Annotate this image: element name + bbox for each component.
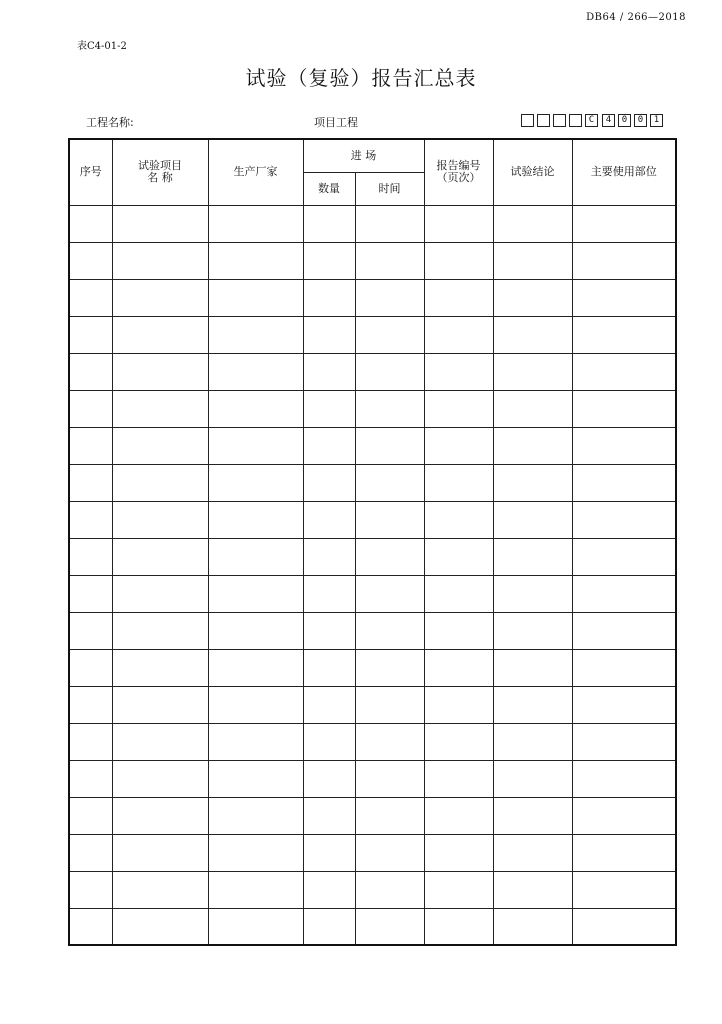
cell-test-item[interactable] [112,760,208,797]
cell-seq[interactable] [69,279,112,316]
cell-quantity[interactable] [303,390,355,427]
table-row [69,908,676,945]
table-row [69,316,676,353]
cell-manufacturer[interactable] [208,834,303,871]
cell-manufacturer[interactable] [208,908,303,945]
cell-main-location[interactable] [572,723,676,760]
cell-seq[interactable] [69,649,112,686]
cell-test-item[interactable] [112,686,208,723]
cell-quantity[interactable] [303,464,355,501]
cell-main-location[interactable] [572,908,676,945]
cell-seq[interactable] [69,427,112,464]
cell-main-location[interactable] [572,427,676,464]
table-body [69,205,676,945]
table-row [69,242,676,279]
cell-time[interactable] [355,242,424,279]
table-row [69,575,676,612]
cell-conclusion[interactable] [493,316,572,353]
cell-quantity[interactable] [303,501,355,538]
cell-seq[interactable] [69,908,112,945]
cell-report-no[interactable] [424,612,493,649]
table-row [69,871,676,908]
cell-report-no[interactable] [424,908,493,945]
cell-time[interactable] [355,908,424,945]
col-header-test-item-line1: 试验项目 [138,159,182,173]
table-row [69,205,676,242]
col-header-report-no-line2: （页次） [436,171,481,185]
cell-report-no[interactable] [424,575,493,612]
cell-quantity[interactable] [303,205,355,242]
col-header-test-item-line2: 名 称 [147,171,173,185]
cell-main-location[interactable] [572,353,676,390]
cell-report-no[interactable] [424,834,493,871]
cell-report-no[interactable] [424,427,493,464]
cell-conclusion[interactable] [493,501,572,538]
cell-seq[interactable] [69,612,112,649]
cell-main-location[interactable] [572,390,676,427]
cell-report-no[interactable] [424,279,493,316]
cell-seq[interactable] [69,760,112,797]
cell-main-location[interactable] [572,686,676,723]
cell-test-item[interactable] [112,316,208,353]
cell-time[interactable] [355,871,424,908]
cell-time[interactable] [355,501,424,538]
code-box[interactable] [537,114,550,127]
cell-report-no[interactable] [424,797,493,834]
cell-manufacturer[interactable] [208,501,303,538]
table-row [69,353,676,390]
code-box[interactable]: 0 [618,114,631,127]
cell-seq[interactable] [69,834,112,871]
cell-time[interactable] [355,760,424,797]
col-header-conclusion: 试验结论 [493,139,572,205]
cell-seq[interactable] [69,538,112,575]
record-code-boxes [521,114,663,127]
cell-time[interactable] [355,205,424,242]
cell-time[interactable] [355,723,424,760]
code-box[interactable] [569,114,582,127]
cell-conclusion[interactable] [493,353,572,390]
cell-time[interactable] [355,427,424,464]
table-row [69,723,676,760]
cell-manufacturer[interactable] [208,316,303,353]
cell-conclusion[interactable] [493,205,572,242]
cell-quantity[interactable] [303,279,355,316]
cell-seq[interactable] [69,871,112,908]
cell-seq[interactable] [69,575,112,612]
cell-quantity[interactable] [303,908,355,945]
cell-conclusion[interactable] [493,427,572,464]
cell-main-location[interactable] [572,316,676,353]
cell-quantity[interactable] [303,723,355,760]
cell-time[interactable] [355,797,424,834]
table-row [69,834,676,871]
cell-test-item[interactable] [112,908,208,945]
cell-conclusion[interactable] [493,834,572,871]
table-row [69,686,676,723]
cell-manufacturer[interactable] [208,538,303,575]
cell-manufacturer[interactable] [208,353,303,390]
cell-manufacturer[interactable] [208,390,303,427]
cell-seq[interactable] [69,353,112,390]
cell-main-location[interactable] [572,871,676,908]
col-header-test-item [112,139,208,205]
cell-seq[interactable] [69,242,112,279]
cell-report-no[interactable] [424,390,493,427]
cell-quantity[interactable] [303,797,355,834]
col-header-time: 时间 [355,172,424,205]
col-header-manufacturer: 生产厂家 [208,139,303,205]
table-row [69,427,676,464]
cell-time[interactable] [355,575,424,612]
cell-report-no[interactable] [424,205,493,242]
table-row [69,279,676,316]
cell-report-no[interactable] [424,723,493,760]
col-header-report-no [424,139,493,205]
cell-test-item[interactable] [112,871,208,908]
cell-quantity[interactable] [303,649,355,686]
cell-manufacturer[interactable] [208,242,303,279]
standard-code: DB64 / 266—2018 [586,12,686,23]
cell-quantity[interactable] [303,538,355,575]
cell-report-no[interactable] [424,760,493,797]
table-row [69,501,676,538]
cell-report-no[interactable] [424,316,493,353]
cell-conclusion[interactable] [493,871,572,908]
code-box[interactable] [553,114,566,127]
table-row [69,797,676,834]
cell-conclusion[interactable] [493,242,572,279]
cell-quantity[interactable] [303,316,355,353]
code-box[interactable]: C [585,114,598,127]
cell-time[interactable] [355,353,424,390]
project-name-label: 工程名称: [86,116,134,129]
cell-main-location[interactable] [572,538,676,575]
cell-conclusion[interactable] [493,686,572,723]
cell-conclusion[interactable] [493,464,572,501]
cell-quantity[interactable] [303,871,355,908]
cell-manufacturer[interactable] [208,427,303,464]
cell-main-location[interactable] [572,205,676,242]
cell-main-location[interactable] [572,464,676,501]
cell-manufacturer[interactable] [208,760,303,797]
cell-report-no[interactable] [424,538,493,575]
cell-test-item[interactable] [112,279,208,316]
cell-report-no[interactable] [424,686,493,723]
cell-time[interactable] [355,538,424,575]
cell-conclusion[interactable] [493,797,572,834]
cell-conclusion[interactable] [493,649,572,686]
cell-time[interactable] [355,390,424,427]
code-box[interactable]: 4 [602,114,615,127]
cell-manufacturer[interactable] [208,575,303,612]
cell-main-location[interactable] [572,797,676,834]
cell-test-item[interactable] [112,242,208,279]
cell-quantity[interactable] [303,575,355,612]
cell-main-location[interactable] [572,575,676,612]
table-row [69,612,676,649]
cell-manufacturer[interactable] [208,205,303,242]
cell-seq[interactable] [69,205,112,242]
col-header-entry: 进 场 [303,139,424,172]
cell-main-location[interactable] [572,279,676,316]
cell-main-location[interactable] [572,612,676,649]
table-row [69,538,676,575]
cell-seq[interactable] [69,316,112,353]
code-box[interactable]: 1 [650,114,663,127]
code-box[interactable]: 0 [634,114,647,127]
cell-report-no[interactable] [424,501,493,538]
cell-quantity[interactable] [303,427,355,464]
cell-manufacturer[interactable] [208,279,303,316]
cell-seq[interactable] [69,464,112,501]
cell-conclusion[interactable] [493,723,572,760]
code-box[interactable] [521,114,534,127]
cell-seq[interactable] [69,501,112,538]
cell-manufacturer[interactable] [208,871,303,908]
cell-test-item[interactable] [112,649,208,686]
table-row [69,390,676,427]
col-header-report-no-line1: 报告编号 [436,159,481,173]
cell-quantity[interactable] [303,834,355,871]
cell-seq[interactable] [69,686,112,723]
cell-seq[interactable] [69,797,112,834]
cell-quantity[interactable] [303,242,355,279]
form-code: 表C4-01-2 [77,41,127,52]
cell-test-item[interactable] [112,538,208,575]
table-row [69,649,676,686]
cell-conclusion[interactable] [493,279,572,316]
summary-table [68,138,677,946]
cell-test-item[interactable] [112,834,208,871]
project-name-value: 项目工程 [314,116,358,129]
cell-seq[interactable] [69,723,112,760]
cell-test-item[interactable] [112,612,208,649]
table-row [69,760,676,797]
cell-quantity[interactable] [303,686,355,723]
page-title: 试验（复验）报告汇总表 [245,66,477,90]
cell-main-location[interactable] [572,242,676,279]
cell-quantity[interactable] [303,612,355,649]
cell-quantity[interactable] [303,760,355,797]
cell-conclusion[interactable] [493,908,572,945]
cell-main-location[interactable] [572,649,676,686]
cell-test-item[interactable] [112,797,208,834]
cell-test-item[interactable] [112,353,208,390]
cell-report-no[interactable] [424,871,493,908]
cell-conclusion[interactable] [493,612,572,649]
cell-conclusion[interactable] [493,760,572,797]
cell-manufacturer[interactable] [208,797,303,834]
col-header-quantity: 数量 [303,172,355,205]
cell-main-location[interactable] [572,834,676,871]
cell-time[interactable] [355,649,424,686]
cell-report-no[interactable] [424,649,493,686]
cell-test-item[interactable] [112,205,208,242]
cell-test-item[interactable] [112,723,208,760]
col-header-main-location: 主要使用部位 [572,139,676,205]
cell-time[interactable] [355,612,424,649]
cell-seq[interactable] [69,390,112,427]
cell-manufacturer[interactable] [208,612,303,649]
cell-quantity[interactable] [303,353,355,390]
cell-time[interactable] [355,686,424,723]
cell-time[interactable] [355,834,424,871]
cell-test-item[interactable] [112,427,208,464]
cell-test-item[interactable] [112,501,208,538]
table-row [69,464,676,501]
cell-time[interactable] [355,464,424,501]
cell-conclusion[interactable] [493,575,572,612]
cell-test-item[interactable] [112,390,208,427]
col-header-seq: 序号 [69,139,112,205]
cell-manufacturer[interactable] [208,649,303,686]
cell-test-item[interactable] [112,575,208,612]
cell-report-no[interactable] [424,242,493,279]
cell-time[interactable] [355,316,424,353]
cell-main-location[interactable] [572,501,676,538]
cell-report-no[interactable] [424,464,493,501]
cell-manufacturer[interactable] [208,464,303,501]
cell-conclusion[interactable] [493,538,572,575]
cell-test-item[interactable] [112,464,208,501]
cell-manufacturer[interactable] [208,686,303,723]
cell-main-location[interactable] [572,760,676,797]
cell-report-no[interactable] [424,353,493,390]
cell-conclusion[interactable] [493,390,572,427]
cell-manufacturer[interactable] [208,723,303,760]
cell-time[interactable] [355,279,424,316]
